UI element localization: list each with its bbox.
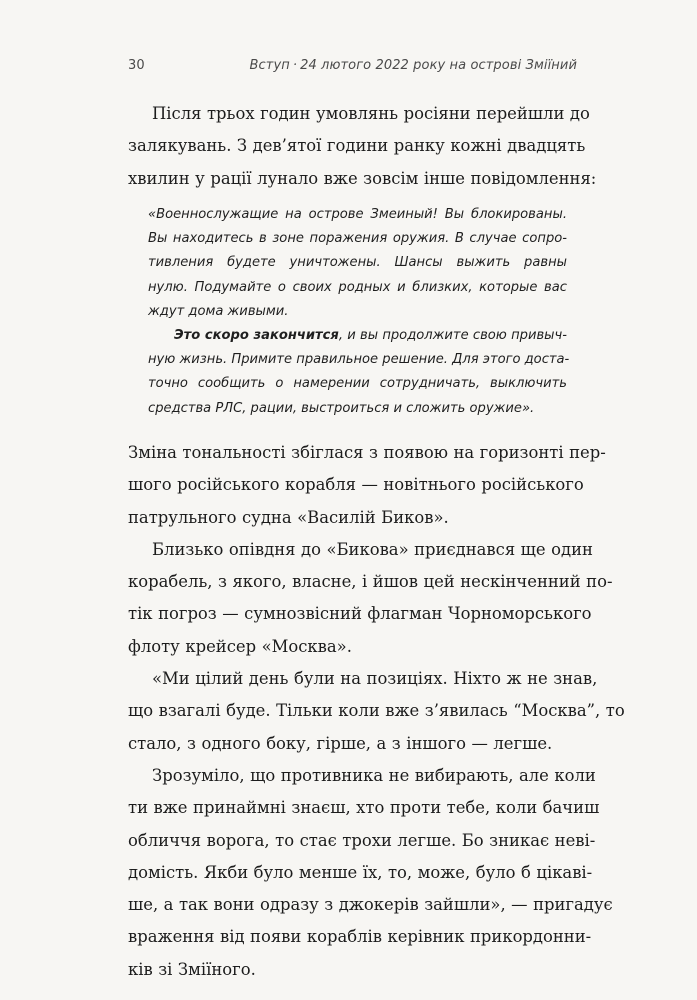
text-line: корабель, з якого, власне, і йшов цей нескінченний по- <box>128 572 613 592</box>
text-line: ти вже принаймні знаєш, хто проти тебе, коли бачиш <box>128 798 600 818</box>
paragraph-intro <box>128 98 597 195</box>
quote-line: ную жизнь. Примите правильное решение. Для этого доста- <box>148 352 570 368</box>
text-line: «Ми цілий день були на позиціях. Ніхто ж не знав, <box>152 669 598 689</box>
quote-line: средства РЛС, рации, выстроиться и сложить оружие». <box>148 400 535 416</box>
text-line: хвилин у рації лунало вже зовсім інше повідомлення: <box>128 168 597 188</box>
quote-line: Вы находитесь в зоне поражения оружия. В случае сопро- <box>148 231 567 247</box>
header-separator: · <box>292 58 298 73</box>
text-line: залякувань. З дев’ятої години ранку кожні двадцять <box>128 136 586 156</box>
text-line: враження від появи кораблів керівник прикордонни- <box>128 927 592 947</box>
text-line: патрульного судна «Василій Биков». <box>128 507 449 527</box>
running-title <box>250 58 578 73</box>
quote-line-rest: , и вы продолжите свою привыч- <box>338 328 567 344</box>
quote-line: «Военнослужащие на острове Змеиный! Вы блокированы. <box>148 207 567 222</box>
text-line: Зрозуміло, що противника не вибирають, але коли <box>152 765 596 785</box>
text-line: шого російського корабля — новітнього російського <box>128 475 584 495</box>
text-line: Після трьох годин умовлянь росіяни перейшли до <box>152 104 590 123</box>
text-line: стало, з одного боку, гірше, а з іншого — легше. <box>128 733 553 753</box>
page-number: 30 <box>128 58 145 73</box>
text-line: обличчя ворога, то стає трохи легше. Бо зникає неві- <box>128 830 596 850</box>
text-line: що взагалі буде. Тільки коли вже з’явилась “Москва”, то <box>128 701 625 721</box>
quote-line: точно сообщить о намерении сотрудничать, выключить <box>148 376 567 392</box>
quote-line: ждут дома живыми. <box>148 303 289 319</box>
quote-line: тивления будете уничтожены. Шансы выжить равны <box>148 255 567 271</box>
text-line: тік погроз — сумнозвісний флагман Чорноморського <box>128 604 592 624</box>
text-line: флоту крейсер «Москва». <box>128 636 352 656</box>
text-line: Зміна тональності збіглася з появою на горизонті пер- <box>128 443 606 462</box>
text-line: ше, а так вони одразу з джокерів зайшли», — пригадує <box>128 895 613 915</box>
text-line: Близько опівдня до «Бикова» приєднався ще один <box>152 539 593 559</box>
section-label: Вступ <box>249 58 290 73</box>
body-paragraphs <box>128 437 625 986</box>
quote-line <box>148 324 567 348</box>
quote-emphasis: Это скоро закончится <box>174 328 339 344</box>
chapter-title: 24 лютого 2022 року на острові Зміїний <box>300 58 577 73</box>
quote-line: нулю. Подумайте о своих родных и близких, которые вас <box>148 279 567 295</box>
text-line: ків зі Зміїного. <box>128 959 256 979</box>
quoted-message <box>148 203 570 421</box>
text-line: домість. Якби було менше їх, то, може, було б цікаві- <box>128 862 593 882</box>
